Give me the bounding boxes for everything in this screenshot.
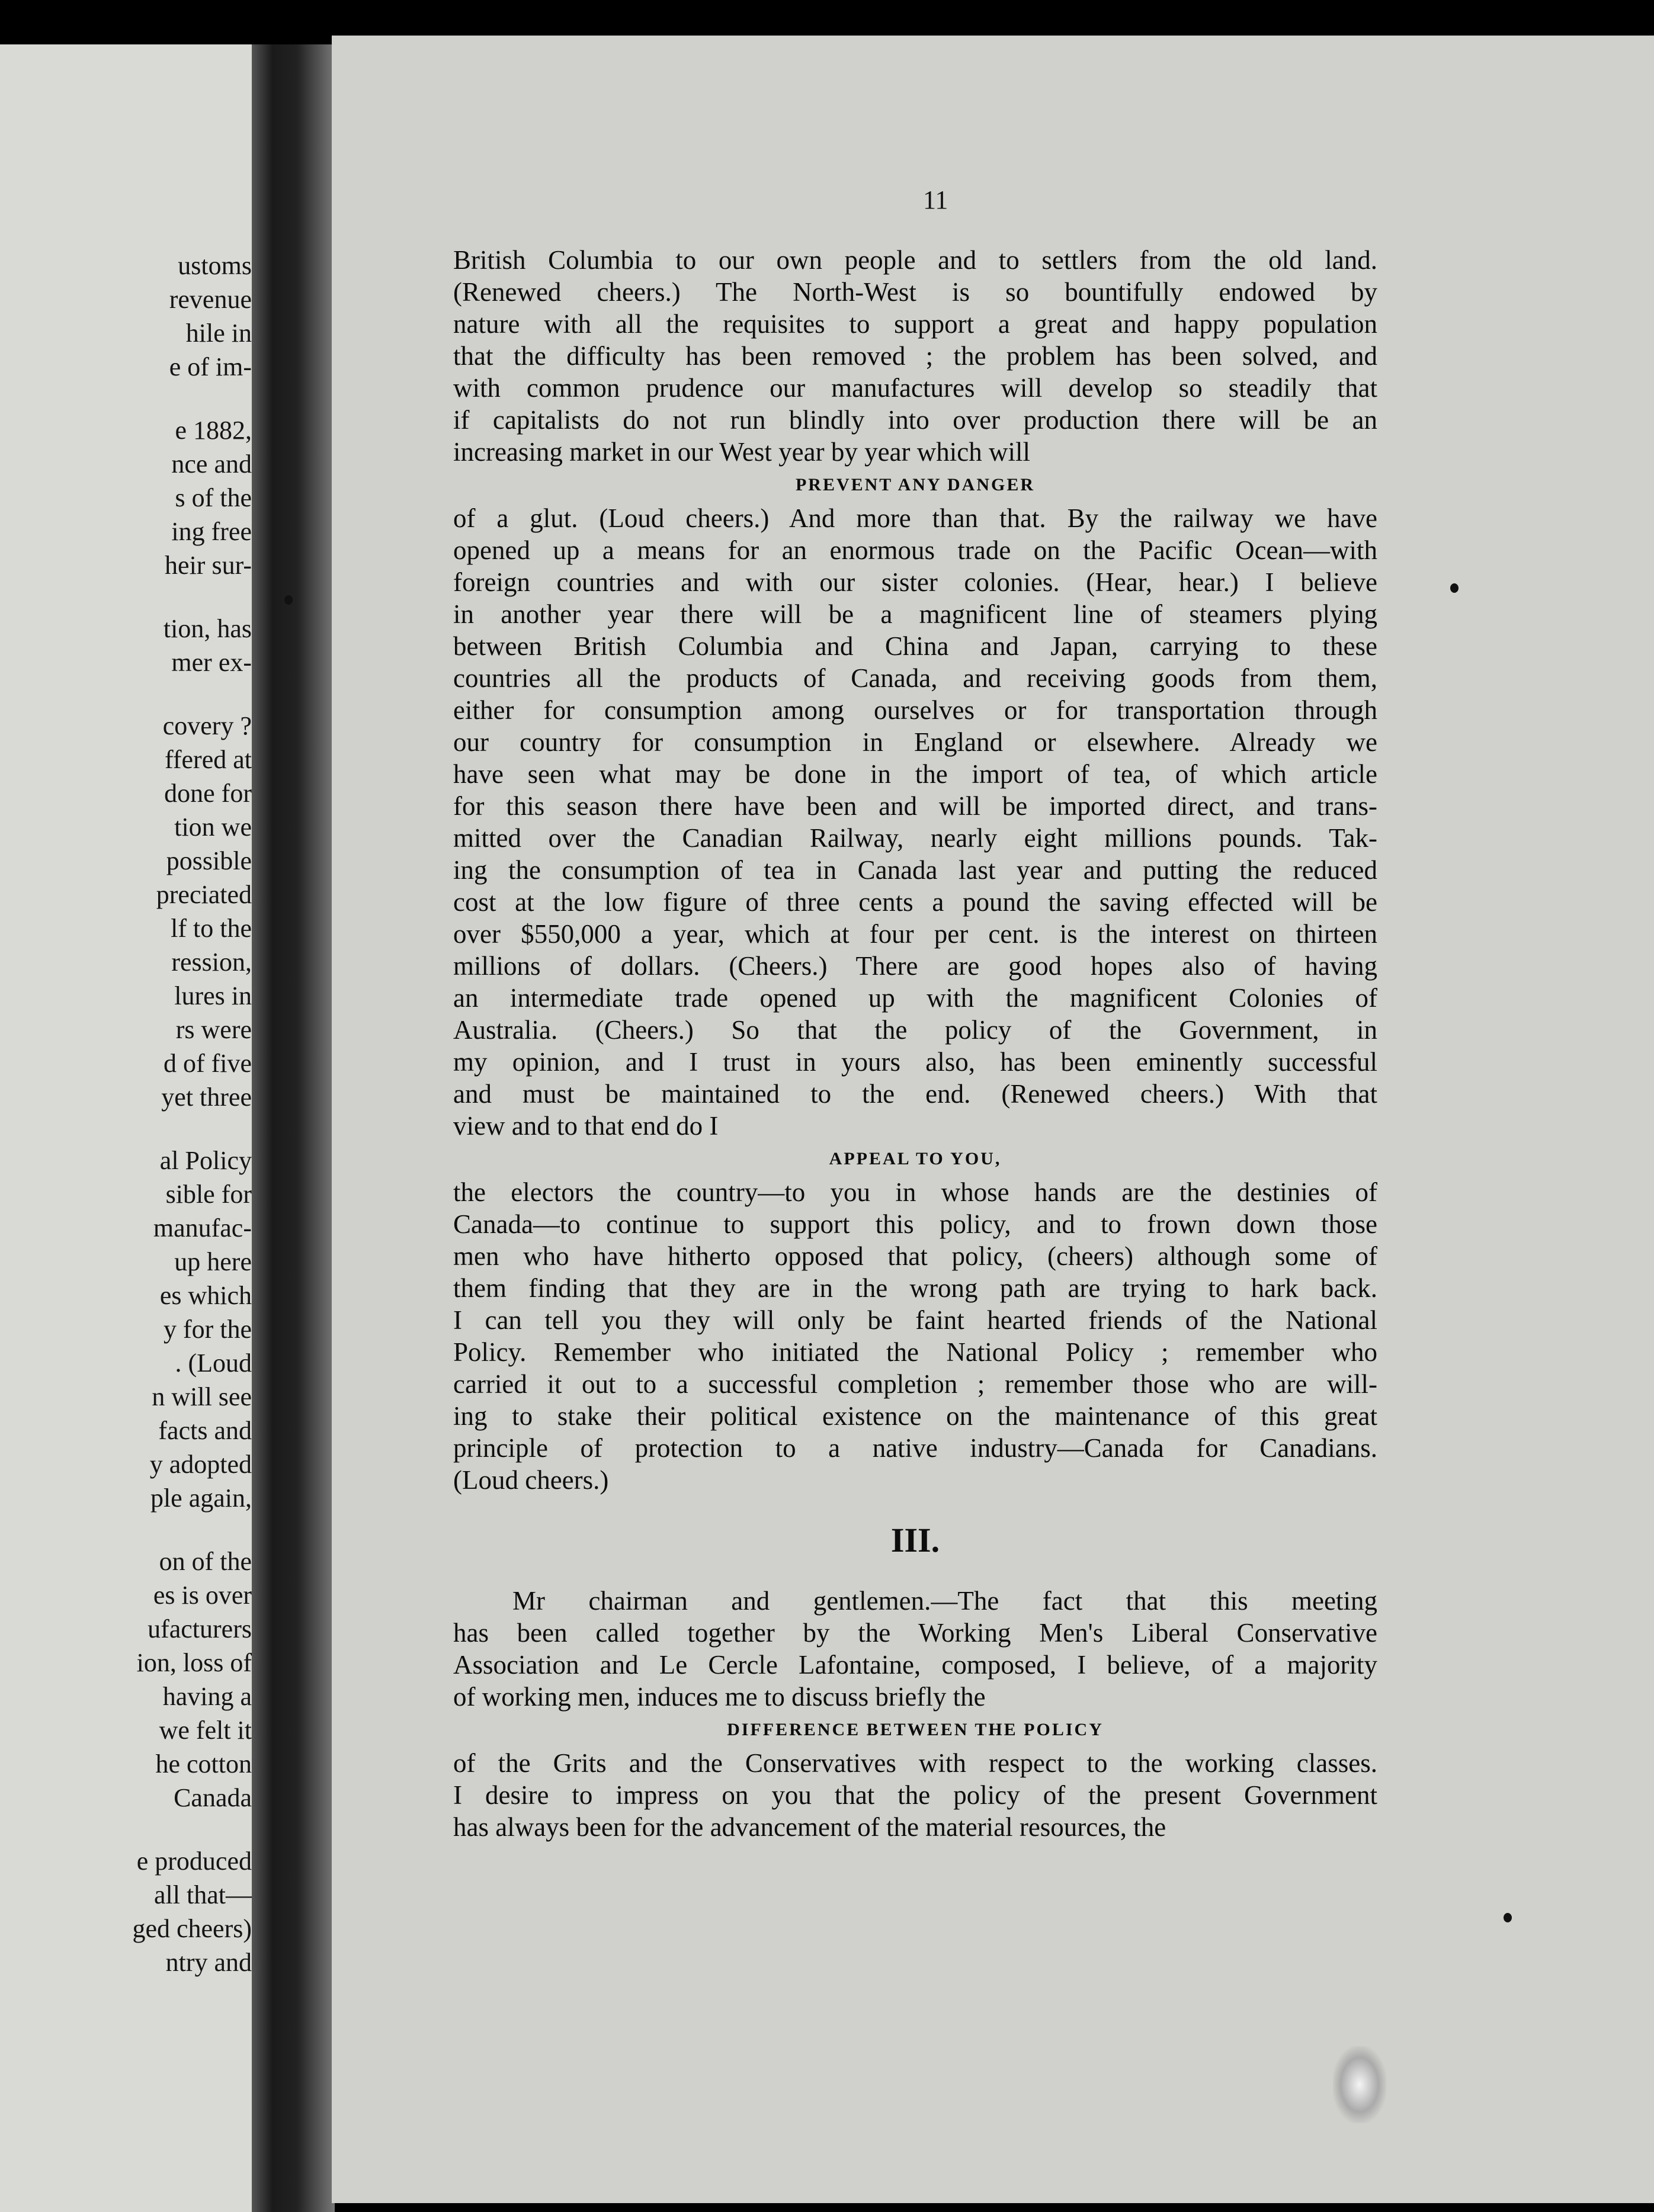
text-line: I can tell you they will only be faint hearted friends of the National (453, 1305, 1377, 1335)
book-gutter (252, 44, 335, 2212)
left-page-fragment: e produced (136, 1847, 252, 1876)
text-line: that the difficulty has been removed ; the problem has been solved, and (453, 341, 1377, 371)
left-page-fragment: ression, (171, 948, 252, 977)
text-line: of working men, induces me to discuss briefly the (453, 1682, 986, 1712)
text-line: I desire to impress on you that the policy of the present Government (453, 1780, 1377, 1810)
left-page-fragment: ntry and (165, 1948, 252, 1977)
text-line: my opinion, and I trust in yours also, has been eminently successful (453, 1047, 1377, 1077)
margin-mark (1504, 1913, 1512, 1922)
left-page-fragment (56, 1114, 252, 1144)
paragraph-5 (453, 1747, 1377, 1843)
text-line: either for consumption among ourselves or for transportation through (453, 695, 1377, 725)
text-line: has been called together by the Working Men's Liberal Conservative (453, 1618, 1377, 1648)
left-page-fragment: hile in (185, 319, 252, 348)
left-page-fragment: ple again, (150, 1484, 252, 1513)
heading-prevent-any-danger: PREVENT ANY DANGER (795, 475, 1036, 495)
text-line: an intermediate trade opened up with the magnificent Colonies of (453, 983, 1377, 1013)
text-line: between British Columbia and China and Japan, carrying to these (453, 631, 1377, 661)
left-page-fragment: tion, has (163, 614, 252, 643)
left-page-fragment (56, 384, 252, 413)
text-line: Policy. Remember who initiated the National Policy ; remember who (453, 1337, 1377, 1367)
page-blemish (1333, 2046, 1386, 2123)
left-page-fragment: ffered at (165, 745, 252, 774)
text-line: in another year there will be a magnificent line of steamers plying (453, 599, 1377, 629)
text-line: Association and Le Cercle Lafontaine, composed, I believe, of a majority (453, 1650, 1377, 1680)
text-line: cost at the low figure of three cents a pound the saving effected will be (453, 887, 1377, 917)
left-page-fragment: s of the (175, 483, 252, 512)
left-page-fragment: preciated (156, 880, 252, 909)
text-line: ing the consumption of tea in Canada last year and putting the reduced (453, 855, 1377, 885)
left-page-fragment: lures in (174, 981, 252, 1010)
text-line: mitted over the Canadian Railway, nearly eight millions pounds. Tak- (453, 823, 1377, 853)
left-page-fragment: ion, loss of (136, 1648, 252, 1677)
text-line: our country for consumption in England or elsewhere. Already we (453, 727, 1377, 757)
text-line: them finding that they are in the wrong path are trying to hark back. (453, 1273, 1377, 1303)
left-page-fragment: mer ex- (171, 648, 252, 677)
text-line: the electors the country—to you in whose hands are the destinies of (453, 1177, 1377, 1207)
text-line: principle of protection to a native industry—Canada for Canadians. (453, 1433, 1377, 1463)
left-page-fragment: al Policy (159, 1146, 252, 1175)
left-page-edge (0, 44, 252, 2212)
text-line: increasing market in our West year by year which will (453, 437, 1030, 467)
paragraph-2 (453, 502, 1377, 1142)
text-line: countries all the products of Canada, and receiving goods from them, (453, 663, 1377, 693)
page-number: 11 (923, 185, 948, 214)
section-heading-iii: III. (890, 1521, 940, 1559)
left-page-fragment: es which (159, 1281, 252, 1310)
left-page-text-fragments (56, 249, 252, 1979)
text-line: foreign countries and with our sister colonies. (Hear, hear.) I believe (453, 567, 1377, 597)
text-line: ing to stake their political existence on the maintenance of this great (453, 1401, 1377, 1431)
left-page-fragment (56, 1515, 252, 1545)
text-line: nature with all the requisites to support a great and happy population (453, 309, 1377, 339)
left-page-fragment: covery ? (162, 711, 252, 740)
text-line: if capitalists do not run blindly into over production there will be an (453, 405, 1377, 435)
left-page-fragment: nce and (171, 450, 252, 479)
heading-appeal-to-you: APPEAL TO YOU, (829, 1149, 1002, 1168)
left-page-fragment (56, 679, 252, 709)
left-page-fragment: manufac- (153, 1213, 252, 1243)
left-page-fragment: revenue (169, 285, 252, 314)
left-page-fragment: having a (162, 1682, 252, 1711)
left-page-fragment: rs were (175, 1015, 252, 1044)
left-page-fragment: d of five (163, 1049, 252, 1078)
text-line: millions of dollars. (Cheers.) There are good hopes also of having (453, 951, 1377, 981)
left-page-fragment: he cotton (155, 1749, 252, 1778)
text-line: and must be maintained to the end. (Renewed cheers.) With that (453, 1079, 1377, 1109)
left-page-fragment (56, 1815, 252, 1844)
left-page-fragment: ged cheers) (132, 1914, 252, 1943)
paragraph-3 (453, 1176, 1377, 1496)
margin-mark (284, 595, 293, 605)
left-page-fragment: ing free (171, 517, 252, 546)
body-text (453, 244, 1377, 1843)
left-page-fragment: n will see (152, 1382, 252, 1411)
left-page-fragment: tion we (174, 813, 252, 842)
margin-mark (1450, 583, 1459, 593)
left-page-fragment: yet three (161, 1083, 252, 1112)
text-line: over $550,000 a year, which at four per cent. is the interest on thirteen (453, 919, 1377, 949)
left-page-fragment: possible (166, 846, 252, 875)
left-page-fragment: facts and (158, 1416, 252, 1445)
paragraph-1 (453, 244, 1377, 468)
paragraph-4 (453, 1585, 1377, 1713)
left-page-fragment: ufacturers (148, 1614, 252, 1643)
left-page-fragment: e of im- (169, 352, 252, 381)
text-line: of the Grits and the Conservatives with respect to the working classes. (453, 1748, 1377, 1778)
text-line: Australia. (Cheers.) So that the policy of the Government, in (453, 1015, 1377, 1045)
left-page-fragment: sible for (165, 1180, 252, 1209)
left-page-fragment: y adopted (149, 1450, 252, 1479)
text-line: (Loud cheers.) (453, 1465, 609, 1495)
text-line: for this season there have been and will be imported direct, and trans- (453, 791, 1377, 821)
left-page-fragment: on of the (159, 1547, 252, 1576)
left-page-fragment: up here (174, 1247, 252, 1276)
left-page-fragment (56, 582, 252, 612)
left-page-fragment: ustoms (178, 251, 252, 280)
text-line: opened up a means for an enormous trade on the Pacific Ocean—with (453, 535, 1377, 565)
left-page-fragment: done for (164, 779, 252, 808)
text-line: Canada—to continue to support this policy, and to frown down those (453, 1209, 1377, 1239)
left-page-fragment: lf to the (171, 914, 252, 943)
left-page-fragment: heir sur- (165, 551, 252, 580)
left-page-fragment: . (Loud (175, 1349, 252, 1378)
text-line: have seen what may be done in the import of tea, of which article (453, 759, 1377, 789)
heading-difference-between-the-policy: DIFFERENCE BETWEEN THE POLICY (727, 1720, 1104, 1739)
left-page-fragment: y for the (163, 1315, 252, 1344)
text-line: has always been for the advancement of the material resources, the (453, 1812, 1166, 1842)
left-page-fragment: we felt it (159, 1716, 252, 1745)
text-line: with common prudence our manufactures will develop so steadily that (453, 373, 1377, 403)
text-line: view and to that end do I (453, 1111, 719, 1141)
text-line: (Renewed cheers.) The North-West is so bountifully endowed by (453, 277, 1377, 307)
text-line: carried it out to a successful completion ; remember those who are will- (453, 1369, 1377, 1399)
text-line: of a glut. (Loud cheers.) And more than that. By the railway we have (453, 503, 1377, 533)
left-page-fragment: Canada (174, 1783, 252, 1812)
left-page-fragment: es is over (153, 1581, 252, 1610)
left-page-fragment: e 1882, (175, 416, 252, 445)
text-line: men who have hitherto opposed that policy, (cheers) although some of (453, 1241, 1377, 1271)
text-line: British Columbia to our own people and to settlers from the old land. (453, 245, 1377, 275)
left-page-fragment: all that— (154, 1880, 252, 1909)
text-line: Mr chairman and gentlemen.—The fact that this meeting (512, 1586, 1377, 1616)
